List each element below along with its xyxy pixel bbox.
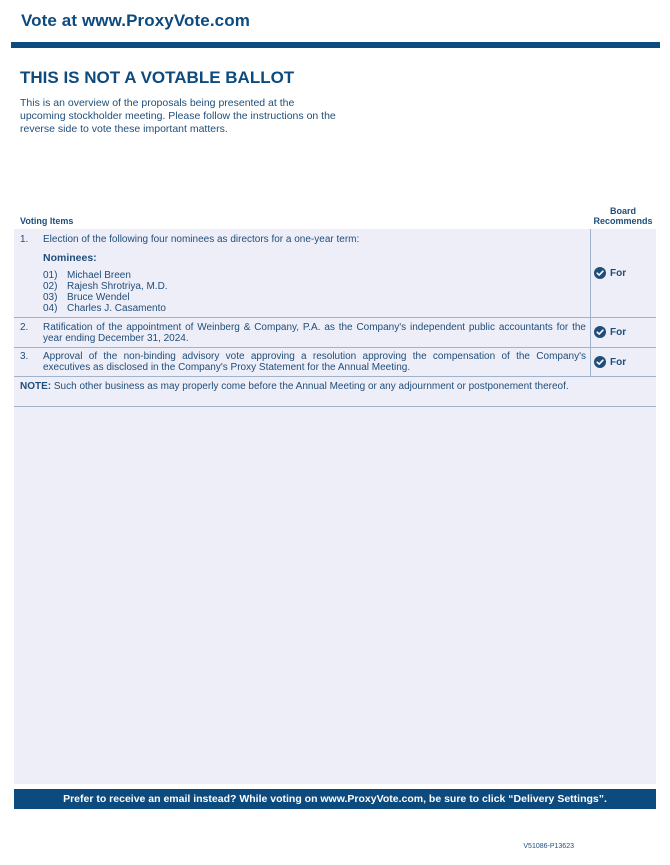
item-number: 2. (20, 322, 29, 333)
nominee-item: 04) Charles J. Casamento (43, 303, 166, 314)
header-title: Vote at www.ProxyVote.com (21, 11, 250, 30)
voting-item-row-3 (14, 348, 656, 377)
nominee-item: 01) Michael Breen (43, 270, 131, 281)
board-recommends-header: Board Recommends (593, 206, 653, 226)
voting-item-row-1 (14, 229, 656, 318)
check-circle-icon (594, 267, 606, 279)
page-title: THIS IS NOT A VOTABLE BALLOT (20, 68, 295, 87)
voting-item-row-2 (14, 318, 656, 348)
note-row (14, 377, 656, 407)
recommendation-label: For (610, 356, 627, 368)
nominee-item: 02) Rajesh Shrotriya, M.D. (43, 281, 168, 292)
check-circle-icon (594, 356, 606, 368)
item-text: Approval of the non-binding advisory vote approving a resolution approving the compensation of the Company's executives as disclosed in the Company's Proxy Statement for the Annual Meeting. (43, 351, 586, 373)
nominee-item: 03) Bruce Wendel (43, 292, 130, 303)
item-number: 1. (20, 234, 29, 245)
item-text: Election of the following four nominees as directors for a one-year term: (43, 234, 360, 245)
item-text: Ratification of the appointment of Weinberg & Company, P.A. as the Company's independent public accountants for the year ending December 31, 2024. (43, 322, 586, 344)
recommendation-label: For (610, 267, 627, 279)
check-circle-icon (594, 326, 606, 338)
note-label: NOTE: (20, 381, 52, 392)
recommendation-label: For (610, 326, 627, 338)
recommendation-cell (590, 348, 657, 376)
note-text (20, 381, 586, 392)
intro-text: This is an overview of the proposals being presented at the upcoming stockholder meeting. Please follow the instructions on the reverse side to vote these important matters. (20, 97, 336, 135)
recommendation-cell (590, 318, 657, 347)
recommendation-cell (590, 229, 657, 317)
voting-items-header: Voting Items (20, 216, 74, 226)
delivery-settings-banner: Prefer to receive an email instead? While voting on www.ProxyVote.com, be sure to click “Delivery Settings”. (14, 789, 656, 809)
nominees-heading: Nominees: (43, 252, 97, 264)
document-code: V51086-P13623 (523, 843, 574, 850)
item-number: 3. (20, 351, 29, 362)
recommendation-for (594, 326, 626, 338)
recommendation-for (594, 356, 626, 368)
header-divider (11, 42, 660, 48)
note-body: Such other business as may properly come before the Annual Meeting or any adjournment or postponement thereof. (51, 381, 569, 392)
recommendation-for (594, 267, 626, 279)
